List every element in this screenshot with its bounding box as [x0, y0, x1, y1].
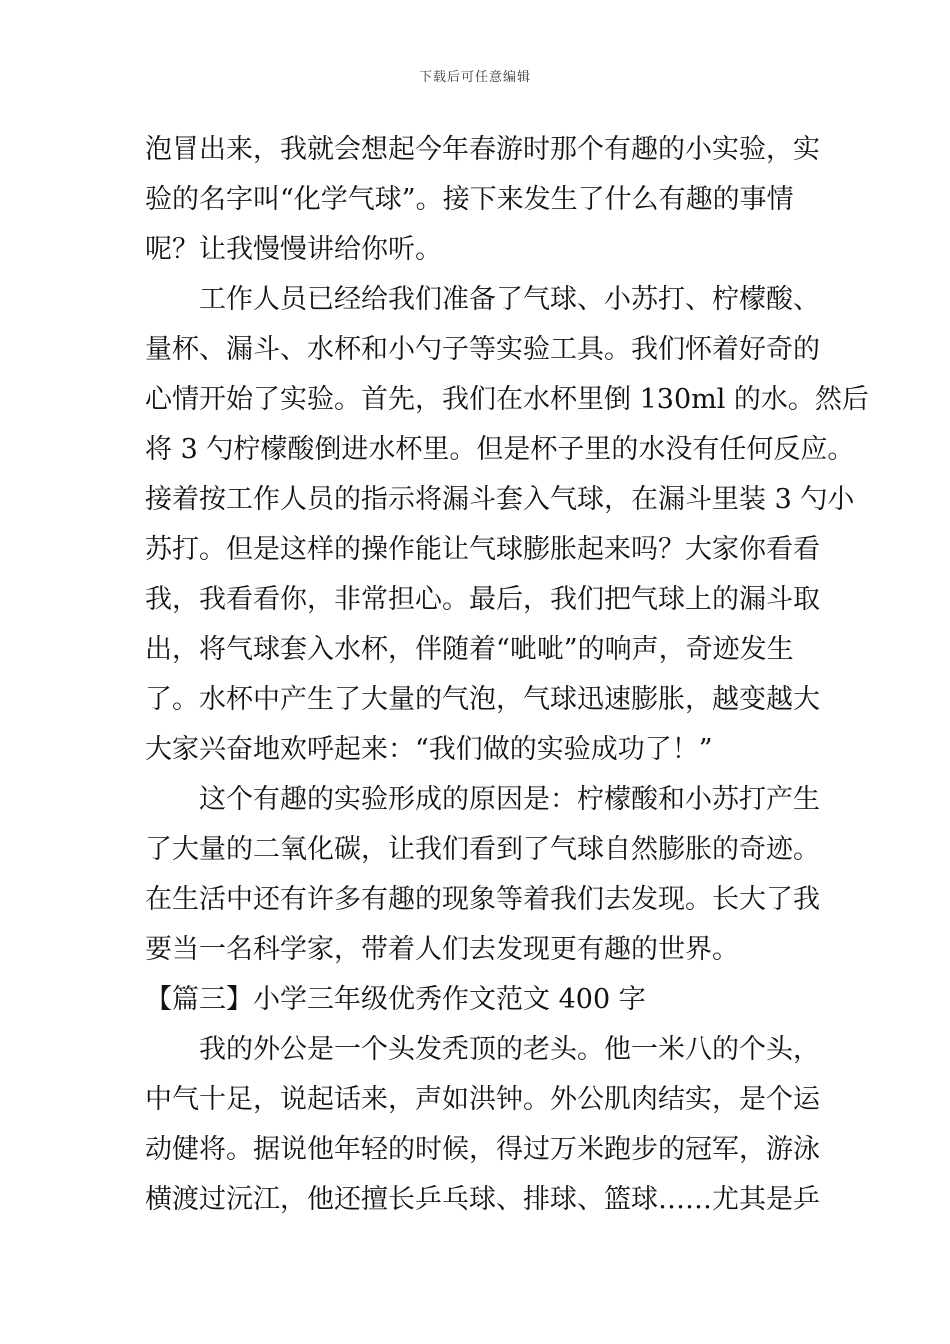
- text-line: 心情开始了实验。首先，我们在水杯里倒 130ml 的水。然后: [145, 384, 869, 415]
- text-line: 横渡过沅江，他还擅长乒乓球、排球、篮球……尤其是乒: [145, 1184, 820, 1215]
- text-line: 泡冒出来，我就会想起今年春游时那个有趣的小实验，实: [145, 134, 820, 165]
- page-header: 下载后可任意编辑: [418, 70, 531, 85]
- text-line: 量杯、漏斗、水杯和小勺子等实验工具。我们怀着好奇的: [145, 334, 820, 365]
- text-line: 呢？让我慢慢讲给你听。: [145, 234, 442, 265]
- text-line: 将 3 勺柠檬酸倒进水杯里。但是杯子里的水没有任何反应。: [145, 434, 855, 465]
- text-line: 了大量的二氧化碳，让我们看到了气球自然膨胀的奇迹。: [145, 834, 820, 865]
- text-line: 大家兴奋地欢呼起来：“我们做的实验成功了！”: [145, 734, 713, 765]
- text-line: 要当一名科学家，带着人们去发现更有趣的世界。: [145, 934, 739, 965]
- text-line: 验的名字叫“化学气球”。接下来发生了什么有趣的事情: [145, 184, 794, 215]
- paragraph-first-line: 这个有趣的实验形成的原因是：柠檬酸和小苏打产生: [199, 784, 820, 815]
- paragraph-first-line: 工作人员已经给我们准备了气球、小苏打、柠檬酸、: [199, 284, 820, 315]
- text-line: 中气十足，说起话来，声如洪钟。外公肌肉结实，是个运: [145, 1084, 820, 1115]
- text-line: 在生活中还有许多有趣的现象等着我们去发现。长大了我: [145, 884, 820, 915]
- text-line: 了。水杯中产生了大量的气泡，气球迅速膨胀，越变越大: [145, 684, 820, 715]
- text-line: 接着按工作人员的指示将漏斗套入气球，在漏斗里装 3 勺小: [145, 484, 855, 515]
- text-line: 苏打。但是这样的操作能让气球膨胀起来吗？大家你看看: [145, 534, 820, 565]
- text-line: 动健将。据说他年轻的时候，得过万米跑步的冠军，游泳: [145, 1134, 820, 1165]
- paragraph-first-line: 我的外公是一个头发秃顶的老头。他一米八的个头，: [199, 1034, 820, 1065]
- text-line: 我，我看看你，非常担心。最后，我们把气球上的漏斗取: [145, 584, 820, 615]
- text-line: 出，将气球套入水杯，伴随着“呲呲”的响声，奇迹发生: [145, 634, 794, 665]
- section-heading: 【篇三】小学三年级优秀作文范文 400 字: [145, 984, 646, 1015]
